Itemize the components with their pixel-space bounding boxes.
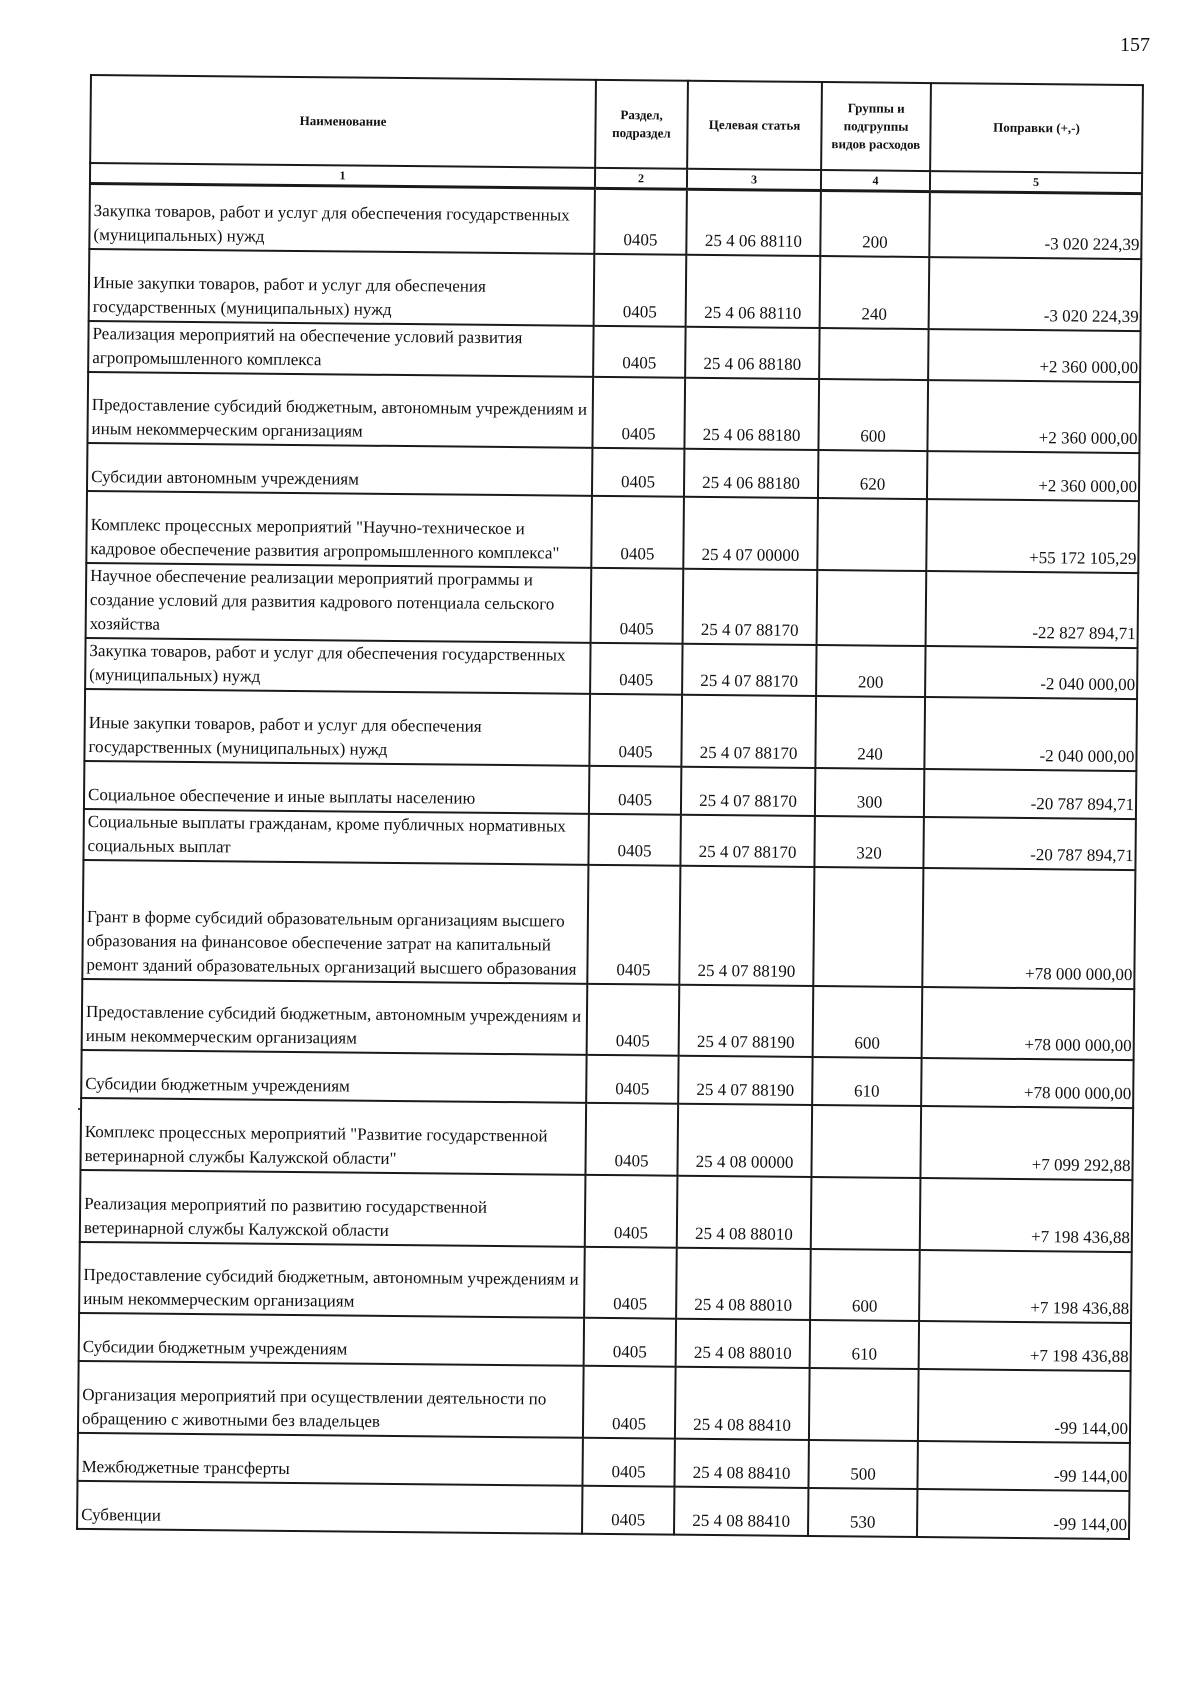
cell-amount: +55 172 105,29 [926,499,1139,573]
cell-name: Субсидии бюджетным учреждениям [81,1049,586,1102]
cell-target: 25 4 06 88110 [686,189,821,255]
cell-name: Комплекс процессных мероприятий "Развитие государственной ветеринарной службы Калужской области" [80,1097,586,1174]
cell-amount: +7 198 436,88 [919,1250,1132,1323]
cell-amount: -2 040 000,00 [925,646,1137,699]
cell-target: 25 4 07 88190 [679,984,814,1056]
cell-target: 25 4 07 00000 [683,496,818,569]
cell-group: 500 [808,1439,917,1488]
cell-group: 600 [810,1248,920,1320]
cell-group: 620 [818,450,927,499]
column-number: 1 [90,163,595,188]
cell-amount: -20 787 894,71 [923,817,1135,870]
cell-amount: +7 198 436,88 [919,1321,1131,1371]
column-number: 3 [687,169,821,191]
cell-name: Реализация мероприятий на обеспечение условий развития агропромышленного комплекса [88,320,593,376]
cell-group: 300 [815,767,924,816]
cell-section: 0405 [589,765,681,814]
cell-name: Организация мероприятий при осуществлении деятельности по обращению с животными без владельцев [78,1360,584,1437]
table-row [86,562,1139,647]
cell-section: 0405 [591,495,684,568]
cell-group [811,1104,921,1177]
cell-amount: -2 040 000,00 [924,697,1137,771]
cell-target: 25 4 08 88410 [675,1366,810,1439]
cell-name: Социальные выплаты гражданам, кроме публичных нормативных социальных выплат [83,808,588,864]
cell-name: Грант в форме субсидий образовательным организациям высшего образования на финансовое обеспечение затрат на капитальный ремонт зданий образовательных организаций высшего образования [82,859,588,983]
cell-section: 0405 [592,447,684,496]
cell-amount: -3 020 224,39 [929,257,1142,331]
cell-name: Научное обеспечение реализации мероприятий программы и создание условий для развития кадрового потенциала сельского хозяйства [86,562,592,642]
budget-amendments-table [76,74,1144,1540]
cell-group: 600 [818,379,928,451]
table-row [82,978,1135,1059]
cell-group: 320 [814,815,923,867]
cell-section: 0405 [585,1174,678,1247]
cell-group: 200 [816,645,925,697]
cell-group [819,328,928,380]
cell-group: 200 [820,191,930,257]
cell-group [817,498,927,571]
cell-group [809,1367,919,1440]
table-row [79,1241,1132,1322]
cell-section: 0405 [583,1365,676,1438]
column-number: 5 [930,171,1142,194]
cell-section: 0405 [594,188,687,254]
cell-amount: +7 198 436,88 [920,1178,1133,1252]
cell-name: Субсидии бюджетным учреждениям [79,1312,584,1365]
cell-name: Закупка товаров, работ и услуг для обеспечения государственных (муниципальных) нужд [89,184,595,254]
cell-section: 0405 [593,325,685,377]
cell-amount: +78 000 000,00 [921,1058,1133,1108]
cell-amount: +7 099 292,88 [920,1106,1133,1180]
table-row [77,1480,1129,1538]
cell-group: 240 [820,256,930,329]
cell-amount: -99 144,00 [917,1441,1129,1491]
cell-amount: -3 020 224,39 [929,192,1142,259]
cell-name: Субвенции [77,1480,582,1533]
table-body [77,184,1142,1539]
cell-amount: -22 827 894,71 [926,571,1139,648]
cell-group: 240 [815,695,925,768]
cell-group: 610 [812,1056,921,1105]
page-number: 157 [1120,34,1150,56]
cell-name: Реализация мероприятий по развитию государственной ветеринарной службы Калужской области [80,1169,586,1246]
cell-target: 25 4 08 88010 [677,1175,812,1248]
cell-amount: +78 000 000,00 [922,987,1135,1060]
column-number: 2 [595,168,687,189]
cell-target: 25 4 08 00000 [677,1103,812,1176]
cell-name: Иные закупки товаров, работ и услуг для обеспечения государственных (муниципальных) нужд [89,249,595,326]
cell-group [817,570,927,646]
cell-target: 25 4 06 88110 [686,254,821,327]
cell-section: 0405 [590,642,682,694]
table-row [87,371,1140,452]
cell-section: 0405 [582,1437,674,1486]
cell-group: 600 [813,985,923,1057]
table-header-row [90,75,1143,173]
cell-amount: +2 360 000,00 [927,451,1139,501]
header-section: Раздел, подраздел [595,80,688,169]
cell-amount: -99 144,00 [917,1489,1129,1539]
cell-name: Предоставление субсидий бюджетным, автономным учреждениям и иным некоммерческим организациям [82,978,588,1054]
cell-name: Предоставление субсидий бюджетным, автономным учреждениям и иным некоммерческим организациям [79,1241,585,1317]
cell-name: Социальное обеспечение и иные выплаты населению [84,760,589,813]
table-row [80,1169,1133,1251]
cell-name: Субсидии автономным учреждениям [87,442,592,495]
cell-name: Иные закупки товаров, работ и услуг для обеспечения государственных (муниципальных) нужд [84,688,590,765]
cell-target: 25 4 06 88180 [684,448,818,497]
cell-group: 530 [808,1487,917,1536]
cell-target: 25 4 06 88180 [684,377,819,449]
cell-section: 0405 [588,813,680,865]
cell-group [813,866,923,986]
table-row [78,1360,1131,1442]
cell-amount: -99 144,00 [918,1369,1131,1443]
cell-section: 0405 [582,1485,674,1534]
table-row [80,1097,1133,1179]
cell-name: Межбюджетные трансферты [77,1432,582,1485]
cell-target: 25 4 07 88190 [678,1055,812,1104]
cell-target: 25 4 07 88170 [681,694,816,767]
cell-name: Предоставление субсидий бюджетным, автономным учреждениям и иным некоммерческим организациям [87,371,593,447]
cell-target: 25 4 06 88180 [685,326,819,378]
cell-target: 25 4 08 88410 [674,1438,808,1487]
table-row [84,688,1137,770]
header-name: Наименование [90,75,596,168]
cell-group [811,1176,921,1249]
cell-amount: +2 360 000,00 [928,329,1140,382]
table-row [86,490,1139,572]
cell-target: 25 4 08 88010 [676,1247,811,1319]
cell-amount: +2 360 000,00 [927,380,1140,453]
cell-section: 0405 [585,1102,678,1175]
cell-section: 0405 [587,864,680,984]
cell-target: 25 4 07 88170 [682,643,816,695]
cell-target: 25 4 07 88190 [679,865,814,985]
header-target-article: Целевая статья [687,81,822,170]
cell-name: Комплекс процессных мероприятий "Научно-техническое и кадровое обеспечение развития агропромышленного комплекса" [86,490,592,567]
cell-section: 0405 [587,983,680,1055]
header-expense-groups: Группы и подгруппы видов расходов [821,82,931,171]
cell-section: 0405 [586,1054,678,1103]
cell-section: 0405 [592,376,685,448]
column-number: 4 [821,170,930,192]
cell-section: 0405 [591,567,684,643]
cell-target: 25 4 07 88170 [683,568,818,644]
cell-target: 25 4 07 88170 [681,766,815,815]
cell-name: Закупка товаров, работ и услуг для обеспечения государственных (муниципальных) нужд [85,637,590,693]
cell-amount: +78 000 000,00 [922,868,1135,989]
cell-group: 610 [810,1319,919,1368]
table-row [82,859,1135,988]
cell-section: 0405 [589,693,682,766]
table-row [89,249,1142,331]
cell-section: 0405 [594,253,687,326]
cell-target: 25 4 08 88410 [674,1486,808,1535]
cell-section: 0405 [584,1246,677,1318]
header-amendments: Поправки (+,-) [930,83,1143,173]
cell-target: 25 4 08 88010 [676,1318,810,1367]
table-row [89,184,1142,259]
cell-section: 0405 [584,1317,676,1366]
cell-amount: -20 787 894,71 [924,769,1136,819]
cell-target: 25 4 07 88170 [680,814,814,866]
